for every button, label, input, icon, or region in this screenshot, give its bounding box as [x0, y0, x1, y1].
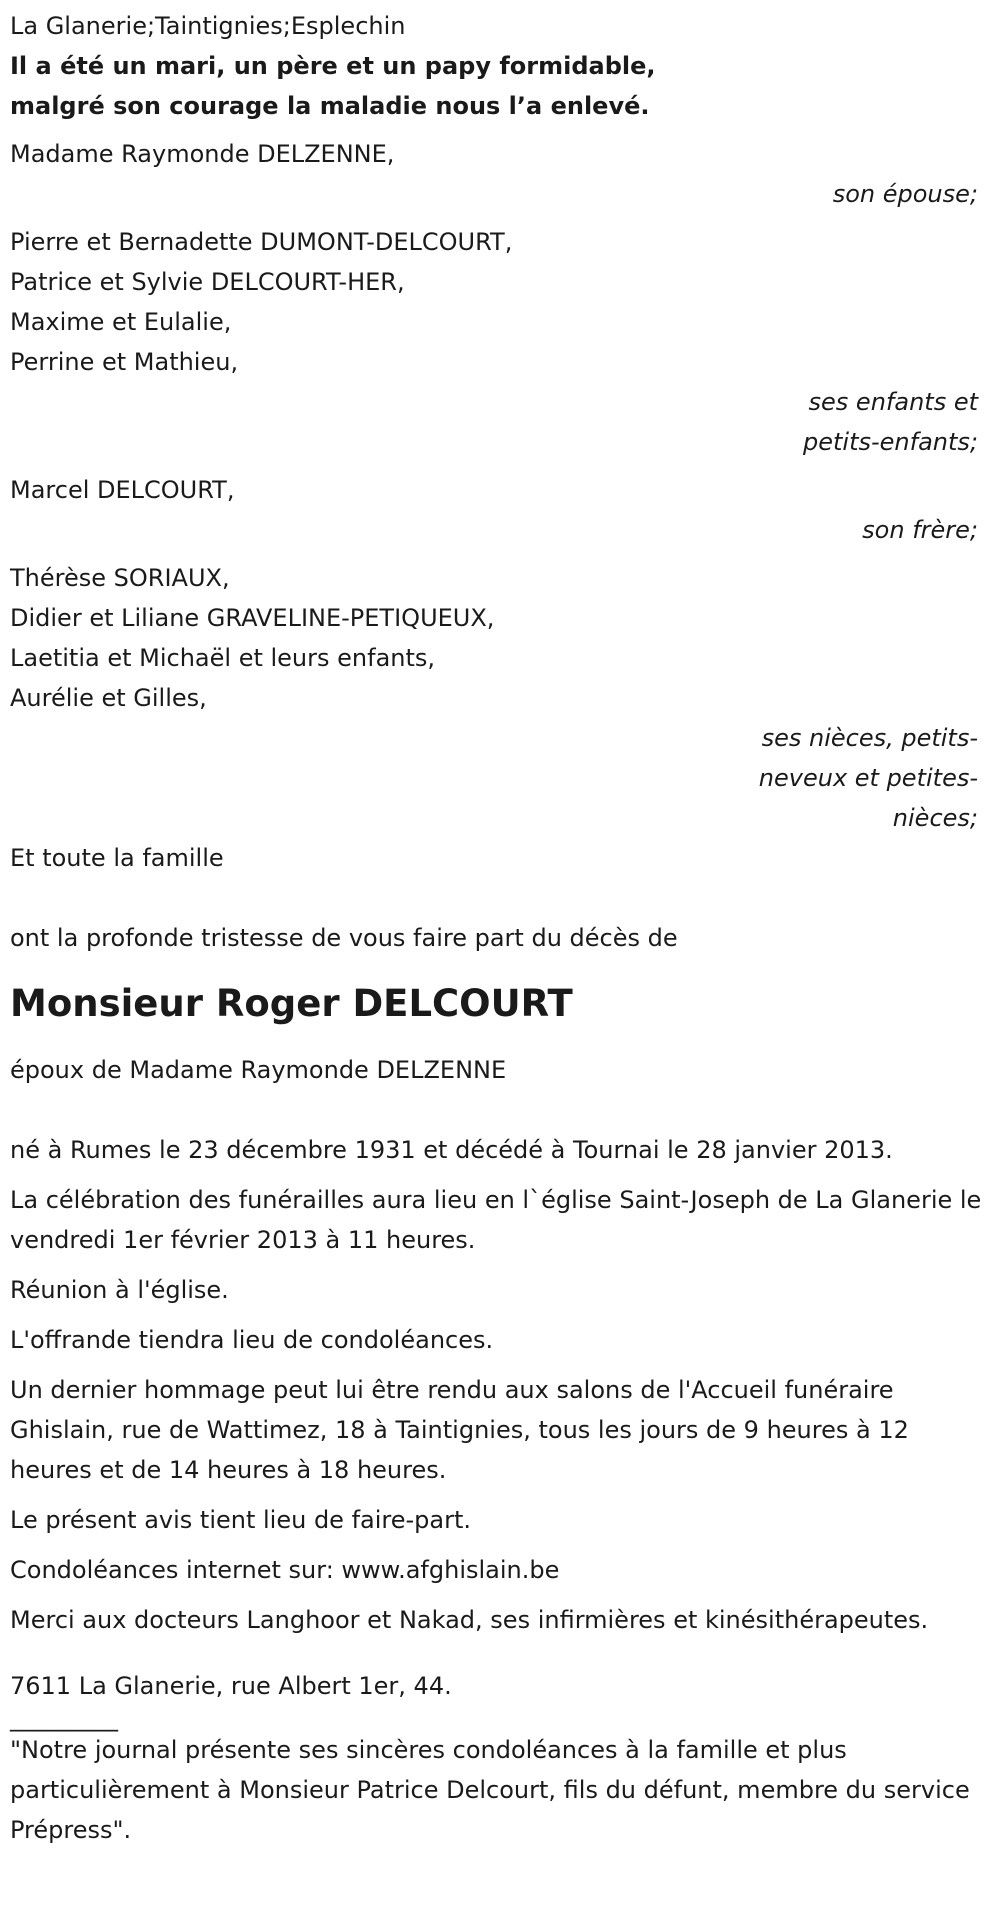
- relation-label: ses enfants et: [808, 388, 978, 416]
- spacer: [10, 1034, 998, 1042]
- family-line: Et toute la famille: [10, 844, 224, 872]
- mourner-group-brother: [10, 470, 998, 550]
- spacer: [10, 878, 998, 918]
- mourner-group-spouse: [10, 134, 998, 214]
- mourner-name: Thérèse SORIAUX,: [10, 564, 230, 592]
- mourner-name: Patrice et Sylvie DELCOURT-HER,: [10, 268, 405, 296]
- relation-label: ses nièces, petits-: [761, 724, 978, 752]
- spacer: [10, 126, 998, 134]
- spouse-line: époux de Madame Raymonde DELZENNE: [10, 1056, 507, 1084]
- detail-paragraph: né à Rumes le 23 décembre 1931 et décédé à Tournai le 28 janvier 2013.: [10, 1136, 893, 1164]
- detail-paragraph: Un dernier hommage peut lui être rendu aux salons de l'Accueil funéraire Ghislain, rue de Wattimez, 18 à Taintignies, tous les jours de 9 heures à 12 heures et de 14 heures à 18 heures.: [10, 1376, 909, 1484]
- mourner-name: Aurélie et Gilles,: [10, 684, 207, 712]
- location-line: La Glanerie;Taintignies;Esplechin: [10, 12, 406, 40]
- closing-quote: "Notre journal présente ses sincères condoléances à la famille et plus particulièrement à Monsieur Patrice Delcourt, fils du défunt, membre du service Prépress".: [10, 1736, 970, 1844]
- mourner-name: Maxime et Eulalie,: [10, 308, 232, 336]
- announcement-line: ont la profonde tristesse de vous faire part du décès de: [10, 924, 678, 952]
- spacer: [10, 214, 998, 222]
- deceased-name: Monsieur Roger DELCOURT: [10, 982, 573, 1025]
- relation-label: nièces;: [892, 804, 978, 832]
- spacer: [10, 1042, 998, 1050]
- mourner-group-nieces: [10, 558, 998, 838]
- mourner-name: Perrine et Mathieu,: [10, 348, 239, 376]
- address-line: 7611 La Glanerie, rue Albert 1er, 44.: [10, 1672, 452, 1700]
- relation-label: neveux et petites-: [758, 764, 978, 792]
- spacer: [10, 958, 998, 966]
- detail-paragraph: Merci aux docteurs Langhoor et Nakad, ses infirmières et kinésithérapeutes.: [10, 1606, 929, 1634]
- details-section: [10, 1130, 998, 1640]
- relation-label: son épouse;: [832, 180, 978, 208]
- mourner-group-children: [10, 222, 998, 462]
- tagline-line-1: Il a été un mari, un père et un papy formidable,: [10, 52, 656, 80]
- detail-paragraph: Condoléances internet sur: www.afghislain.be: [10, 1556, 560, 1584]
- mourner-name: Laetitia et Michaël et leurs enfants,: [10, 644, 436, 672]
- mourner-name: Madame Raymonde DELZENNE,: [10, 140, 395, 168]
- detail-paragraph: L'offrande tiendra lieu de condoléances.: [10, 1326, 494, 1354]
- relation-label: petits-enfants;: [803, 428, 978, 456]
- spacer: [10, 1658, 998, 1666]
- detail-paragraph: Réunion à l'église.: [10, 1276, 229, 1304]
- spacer: [10, 1650, 998, 1658]
- separator-line: _________: [10, 1704, 118, 1732]
- spacer: [10, 966, 998, 974]
- tagline-line-2: malgré son courage la maladie nous l’a enlevé.: [10, 92, 650, 120]
- spacer: [10, 550, 998, 558]
- spacer: [10, 1090, 998, 1130]
- mourner-name: Pierre et Bernadette DUMONT-DELCOURT,: [10, 228, 513, 256]
- detail-paragraph: La célébration des funérailles aura lieu en l`église Saint-Joseph de La Glanerie le vendredi 1er février 2013 à 11 heures.: [10, 1186, 982, 1254]
- relation-label: son frère;: [862, 516, 978, 544]
- spacer: [10, 462, 998, 470]
- detail-paragraph: Le présent avis tient lieu de faire-part.: [10, 1506, 472, 1534]
- mourner-name: Marcel DELCOURT,: [10, 476, 235, 504]
- mourner-name: Didier et Liliane GRAVELINE-PETIQUEUX,: [10, 604, 495, 632]
